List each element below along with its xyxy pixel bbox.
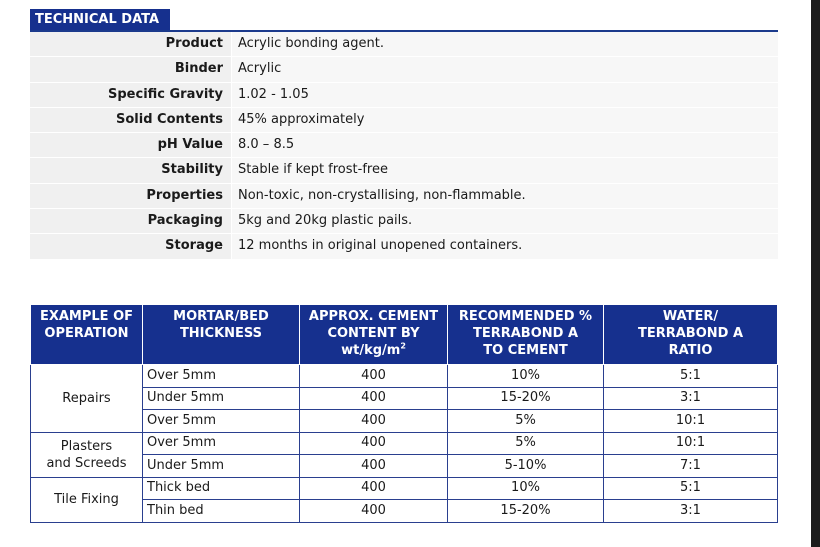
thickness-cell: Thin bed <box>143 500 300 523</box>
technical-row <box>30 234 778 259</box>
cement-cell: 400 <box>300 432 448 455</box>
technical-data-header <box>30 9 778 32</box>
technical-label: Product <box>30 32 231 56</box>
mix-table <box>30 304 778 523</box>
table-row <box>31 455 778 478</box>
technical-label: Binder <box>30 57 231 81</box>
ratio-cell: 5:1 <box>604 365 778 388</box>
operation-cell: Repairs <box>31 365 143 433</box>
percent-cell: 5-10% <box>448 455 604 478</box>
thickness-cell: Over 5mm <box>143 410 300 433</box>
table-row <box>31 500 778 523</box>
technical-row <box>30 133 778 158</box>
technical-value: 5kg and 20kg plastic pails. <box>232 209 778 233</box>
percent-cell: 15-20% <box>448 500 604 523</box>
ratio-cell: 3:1 <box>604 500 778 523</box>
technical-row <box>30 209 778 234</box>
ratio-cell: 7:1 <box>604 455 778 478</box>
technical-data-title: TECHNICAL DATA <box>30 9 170 30</box>
percent-cell: 10% <box>448 477 604 500</box>
header-thickness: MORTAR/BED THICKNESS <box>143 305 300 365</box>
cement-cell: 400 <box>300 477 448 500</box>
technical-row <box>30 184 778 209</box>
ratio-cell: 3:1 <box>604 387 778 410</box>
technical-value: 45% approximately <box>232 108 778 132</box>
percent-cell: 15-20% <box>448 387 604 410</box>
ratio-cell: 5:1 <box>604 477 778 500</box>
thickness-cell: Over 5mm <box>143 432 300 455</box>
technical-row <box>30 158 778 183</box>
table-row <box>31 432 778 455</box>
technical-value: 12 months in original unopened containers. <box>232 234 778 258</box>
ratio-cell: 10:1 <box>604 432 778 455</box>
technical-value: Stable if kept frost-free <box>232 158 778 182</box>
technical-label: Packaging <box>30 209 231 233</box>
thickness-cell: Under 5mm <box>143 455 300 478</box>
percent-cell: 5% <box>448 410 604 433</box>
mix-header-row <box>31 305 778 365</box>
cement-cell: 400 <box>300 455 448 478</box>
technical-label: Specific Gravity <box>30 83 231 107</box>
technical-label: Solid Contents <box>30 108 231 132</box>
technical-value: Acrylic <box>232 57 778 81</box>
percent-cell: 10% <box>448 365 604 388</box>
technical-label: Stability <box>30 158 231 182</box>
cement-cell: 400 <box>300 365 448 388</box>
technical-value: 8.0 – 8.5 <box>232 133 778 157</box>
thickness-cell: Over 5mm <box>143 365 300 388</box>
window-edge-bar <box>811 0 820 547</box>
technical-row <box>30 108 778 133</box>
technical-value: Non-toxic, non-crystallising, non-flammable. <box>232 184 778 208</box>
header-operation: EXAMPLE OF OPERATION <box>31 305 143 365</box>
technical-value: Acrylic bonding agent. <box>232 32 778 56</box>
table-row <box>31 410 778 433</box>
operation-cell: Tile Fixing <box>31 477 143 522</box>
technical-row <box>30 32 778 57</box>
thickness-cell: Thick bed <box>143 477 300 500</box>
header-recommended-percent: RECOMMENDED % TERRABOND A TO CEMENT <box>448 305 604 365</box>
technical-value: 1.02 - 1.05 <box>232 83 778 107</box>
technical-row <box>30 57 778 82</box>
table-row <box>31 365 778 388</box>
header-cement-content: APPROX. CEMENT CONTENT BY $wt/kg/m^2$ <box>300 305 448 365</box>
cement-cell: 400 <box>300 387 448 410</box>
ratio-cell: 10:1 <box>604 410 778 433</box>
technical-label: Storage <box>30 234 231 258</box>
table-row <box>31 477 778 500</box>
cement-cell: 400 <box>300 500 448 523</box>
technical-label: pH Value <box>30 133 231 157</box>
technical-row <box>30 83 778 108</box>
thickness-cell: Under 5mm <box>143 387 300 410</box>
cement-cell: 400 <box>300 410 448 433</box>
technical-label: Properties <box>30 184 231 208</box>
percent-cell: 5% <box>448 432 604 455</box>
operation-cell: Plasters and Screeds <box>31 432 143 477</box>
technical-data-table <box>30 32 778 260</box>
table-row <box>31 387 778 410</box>
header-water-ratio: WATER/ TERRABOND A RATIO <box>604 305 778 365</box>
